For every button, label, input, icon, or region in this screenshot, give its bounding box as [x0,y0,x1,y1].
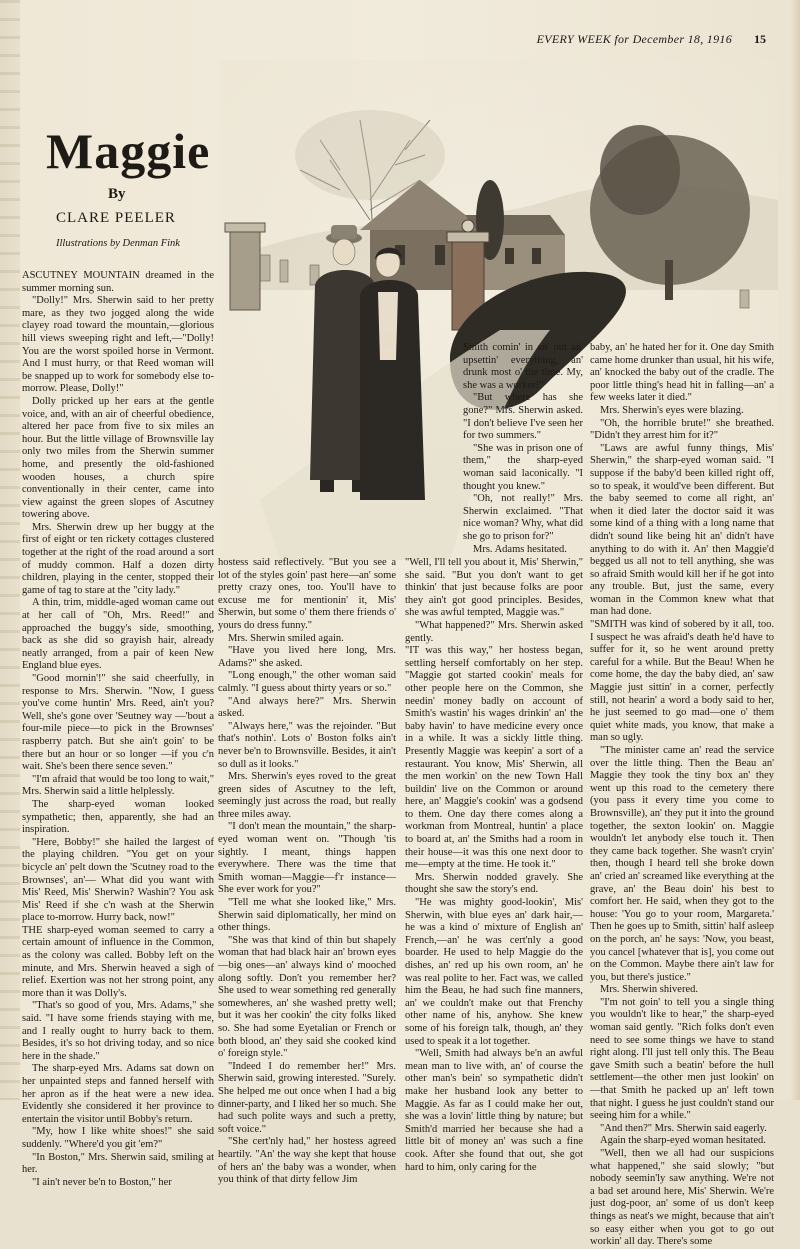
paragraph: Mrs. Sherwin's eyes were blazing. [600,404,744,416]
paragraph: "What happened?" Mrs. Sherwin asked gently. [405,619,583,644]
paragraph: "My, how I like white shoes!" she said suddenly. "Where'd you git 'em?" [22,1126,214,1150]
story-title: Maggie [46,123,211,179]
paragraph: "I don't mean the mountain," the sharp-eyed woman went on. "Though 'tis sightly. I meant, things happen everywhere. There was the time that Smith woman—Maggie—f'r instance— She ever work for you?" [218,821,396,896]
text-column-3 [405,557,583,1173]
paragraph: "Have you lived here long, Mrs. Adams?" she asked. [218,645,396,669]
paragraph: Mrs. Sherwin nodded gravely. She thought she saw the story's end. [405,871,583,896]
paragraph: "He was mighty good-lookin', Mis' Sherwin, with blue eyes an' dark hair,—he was a kind o' mixture of English an' French,—an' he was cert'nly a good boarder. He used to help Maggie do the dishes, an' red up his own room, an' he was real polite to her. Fact was, we called him the Beau, he had such fine manners, an' we couldn't make out that Frenchy other name of his, anyhow. She knew some of his foreign talk, though, an' they used to speak it a lot together. [405,897,583,1047]
paragraph: Mrs. Adams hesitated. [473,543,567,555]
paragraph: "Oh, the horrible brute!" she breathed. "Didn't they arrest him for it?" [590,417,774,442]
text-column-4 [590,342,774,1248]
paragraph: "Tell me what she looked like," Mrs. Sherwin said diplomatically, her mind on other things. [218,897,396,934]
paragraph: hostess said reflectively. "But you see a lot of the styles goin' past here—an' some pretty crazy ones, too. You'll have to excuse me for mentionin' it, Mis' Sherwin, but some o' them there friends o' yours do dress funny." [218,557,396,631]
running-head [30,32,766,50]
byline-by: By [108,186,126,202]
paragraph: "I ain't never be'n to Boston," her [32,1176,172,1188]
publication-date-line: EVERY WEEK for December 18, 1916 [536,32,732,46]
paragraph: THE sharp-eyed woman seemed to carry a certain amount of influence in the Common, as the colony was called. Bobby left on the minute, and Mrs. Sherwin heaved a sigh of relief. Exertion was not her strong point, any more than it was Dolly's. [22,924,214,999]
paragraph: The sharp-eyed woman looked sympathetic; then, apparently, she had an inspiration. [22,798,214,836]
paragraph: Mrs. Sherwin drew up her buggy at the first of eight or ten rickety cottages clustered together at the right of the road around a sort of muddy common. Half a dozen dirty children, playing in the center, stopped their game of tag to stare at the "city lady." [22,521,214,596]
paragraph: "In Boston," Mrs. Sherwin said, smiling at her. [22,1151,214,1176]
paragraph: "Well, I'll tell you about it, Mis' Sherwin," she said. "But you don't want to get thinkin' that just because folks are poor they ain't got good principles. Besides, she was awful tempted, Maggie was." [405,557,583,619]
paragraph: Mrs. Sherwin's eyes roved to the great green sides of Ascutney to the left, seemingly just across the road, but really three miles away. [218,771,396,820]
paragraph: Mrs. Sherwin smiled again. [228,632,344,644]
paragraph: "The minister came an' read the service over the little thing. Then the Beau an' Maggie they took the tiny box an' they went up this road to the cemetery there (you pass it every time you come to Brownsville), an' they put it into the ground together, the sexton lookin' on. Maggie wouldn't let anybody else touch it. Then they came back together. She wasn't cryin' then, though I heard tell she broke down an' cried an' screamed like everything at the grave, an' the Beau doin' his best to comfort her. He said, when they got to the house: 'You go to your room, Margareta.' Then he goes up to Smith, sittin' half asleep on the porch, an' he says: 'Now, you beast, you cancel [whatever that is], you come out on the Common. Maybe there ain't law for you, but there's justice." [590,745,774,983]
paragraph: The sharp-eyed Mrs. Adams sat down on her unpainted steps and fanned herself with her apron as if the heat were a new idea. Evidently she considered it her province to entertain the visitor until Bobby's return. [22,1063,214,1125]
paragraph: "She was in prison one of them," the sharp-eyed woman said laconically. "I thought you knew." [463,442,583,492]
paragraph: "She was that kind of thin but shapely woman that had black hair an' brown eyes—big ones—an' always kind o' mooched along softly. Don't you remember her? She used to wear something red generally somewheres, an' she washed pretty well; but it was her cookin' the city folks liked so. She had some Eyetalian or French or both blood, an' they said she cooked kind o' foreign style." [218,934,396,1060]
paragraph: "IT was this way," her hostess began, settling herself comfortably on her step. "Maggie got started cookin' meals for other people here on the Common, she needin' money badly on account of Smith's wastin' his wages drinkin' an' the baby havin' to have medicine every once in a while. It was a sickly little thing. Presently Maggie was keepin' a sort of a restaurant. You know, Mis' Sherwin, all the men workin' on the new Town Hall buildin' live on the Common or around here, an' Maggie's cookin' was a godsend to them. One day there comes along a workman from Montreal, huntin' a place to board at, an' the Smiths had a room in their house—it was this one next door to me—empty at the time. He took it." [405,645,583,871]
paragraph: "Well, then we all had our suspicions what happened," she said slowly; "but nobody seemin'ly saw anything. We're not a bad set around here, Mis' Sherwin. We're just dog-poor, an' some of us don't keep things as neat's we might, because that ain't so easy either when you got to go out workin' all day. There's some [590,1148,774,1248]
paragraph: Again the sharp-eyed woman hesitated. [600,1135,766,1147]
paragraph: "Dolly!" Mrs. Sherwin said to her pretty mare, as they two jogged along the wide clayey road toward the mountain,—glorious hill views sweeping right and left,—"Dolly! You are the worst spoiled horse in Vermont. And I must hurry, or that Reed woman will be snapped up to work for somebody else to-morrow. Please, Dolly!" [22,295,214,395]
paragraph: "But where has she gone?" Mrs. Sherwin asked. "I don't believe I've seen her for two summers." [463,392,583,442]
paragraph: "Good mornin'!" she said cheerfully, in response to Mrs. Sherwin. "Now, I guess you've come huntin' Mrs. Reed, ain't you? Well, she's gone over 'Seutney way —'bout a four-mile piece—to pick in the Brownses' raspberry patch. But she ain't goin' to be there but an hour or so longer —if you c'n wait. She's been there sence seven." [22,673,214,773]
text-column-3-upper [405,342,583,562]
paragraph: Mrs. Sherwin shivered. [600,984,698,996]
binding-edge [0,0,20,1100]
paragraph: "I'm afraid that would be too long to wait," Mrs. Sherwin said a little helplessly. [22,773,214,798]
paragraph: "I'm not goin' to tell you a single thing you wouldn't like to hear," the sharp-eyed woman said gently. "Rich folks don't even need to see some things we have to stand right along. I'll just tell only this. The Beau gave Smith such a beatin' before the hull settlement—the other men just lookin' on—that Smith he packed up an' left town that night. I guess he just couldn't stand our seeing him for a while." [590,996,774,1122]
paragraph: Dolly pricked up her ears at the gentle voice, and, with an air of cheerful obedience, altered her pace from five to six miles an hour. But the little village of Brownsville lay only two miles from the Sherwin summer home, and presently the old-fashioned wooden houses, a church spire conventionally in their center, came into view against the green slopes of Ascutney towering above. [22,395,214,521]
paragraph: ASCUTNEY MOUNTAIN dreamed in the summer morning sun. [22,270,214,294]
paragraph: "Laws are awful funny things, Mis' Sherwin," the sharp-eyed woman said. "I suppose if the baby'd been killed right off, so to speak, it would've been different. But the baby seemed to come all right, an' when it died later the doctor said it was some kind of a thing with a long name that didn't sound like being hit an' didn't have anything to do with it. An' then Maggie'd begged us all not to tell anything, she was so afraid Smith would kill her if he got into any trouble. But, just the same, every woman in the Common knew what that man had done. [590,442,774,618]
paragraph: "Oh, not really!" Mrs. Sherwin exclaimed. "That nice woman? Why, what did she go to prison for?" [463,493,583,542]
paragraph: A thin, trim, middle-aged woman came out at her call of "Oh, Mrs. Reed!" and approached the buggy's side, smoothing, back as she did so grayish hair, already neatly arranged, from a pair of keen New England blue eyes. [22,597,214,672]
paragraph: "Long enough," the other woman said calmly. "I guess about thirty years or so." [218,670,396,694]
page-number: 15 [754,32,766,46]
illustration-credit: Illustrations by Denman Fink [56,238,180,249]
paragraph: baby, an' he hated her for it. One day Smith came home drunker than usual, hit his wife, an' knocked the baby out of the cradle. The poor little thing's head hit in falling—an' a few weeks later it died." [590,342,774,404]
author-name: CLARE PEELER [56,210,176,226]
paragraph: "She cert'nly had," her hostess agreed heartily. "An' the way she kept that house of hers an' the baby was a wonder, when you think of that dirty fellow Jim [218,1136,396,1186]
paragraph: "And then?" Mrs. Sherwin said eagerly. [600,1122,767,1134]
text-column-1 [22,270,214,1188]
paragraph: "And always here?" Mrs. Sherwin asked. [218,695,396,720]
paragraph: "SMITH was kind of sobered by it all, too. I suspect he was afraid's death he'd have to suffer for it, so he went around pretty careful for a while. But the Beau! When he come home, the day the baby died, an' saw Maggie just sittin' in a corner, perfectly still, not hearin' a word a body said to her, he just seemed to go mad—one o' them quiet white mads, you know, that make a man so ugly. [590,619,774,744]
text-column-2 [218,557,396,1186]
paragraph: "Well, Smith had always be'n an awful mean man to live with, an' of course the other man's bein' so sympathetic didn't make her husband look any better to Maggie. As far as I could make her out, she was a lovin' little thing by nature; but Smith'd married her because she had a little bit of money an' was such a fine cook. After she found that out, she got hard to him, only caring for the [405,1048,583,1173]
paragraph: "Always here," was the rejoinder. "But that's nothin'. Lots o' Boston folks ain't never be'n to Brownsville. Besides, it ain't so dull as it looks." [218,720,396,770]
paragraph: "Here, Bobby!" she hailed the largest of the playing children. "You get on your bicycle an' pelt down the 'Scutney road to the Brownses', an'— What did you want with Mis' Reed, Mis' Sherwin? Washin'? You ask Mis' Reed if she c'n wash at the Sherwin place to-morrow. Hurry back, now!" [22,836,214,924]
paragraph: Smith comin' in an' out an' upsettin' everything, an' drunk most o' the time. My, she was a worker!" [463,342,583,391]
paragraph: "Indeed I do remember her!" Mrs. Sherwin said, growing interested. "Surely. She helped me out once when I had a big dinner-party, and I liked her so much. She had such polite ways and such a pretty, soft voice." [218,1060,396,1135]
paragraph: "That's so good of you, Mrs. Adams," she said. "I have some friends staying with me, and I really ought to hurry back to them. Besides, it's so hot driving today, and so nice here in the shade." [22,1000,214,1062]
